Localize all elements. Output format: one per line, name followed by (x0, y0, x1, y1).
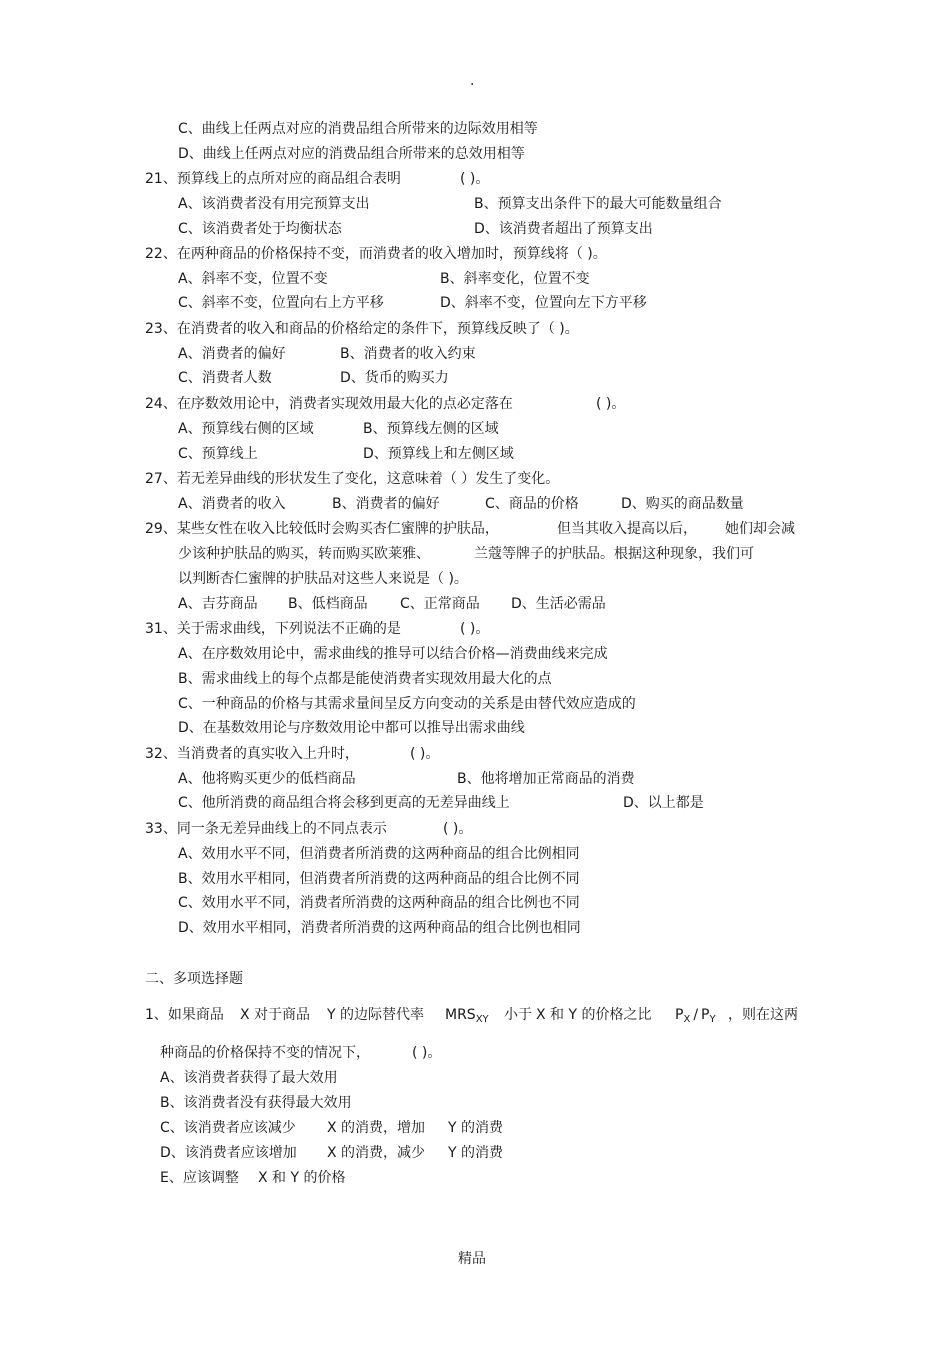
q29-line2-b: 兰蔻等牌子的护肤品。根据这种现象，我们可 (474, 546, 754, 562)
m1-option-c-part-3: Y 的消费 (448, 1120, 504, 1136)
q23-option-c: C、消费者人数 (178, 370, 272, 386)
q29-line2-a: 少该种护肤品的购买，转而购买欧莱雅、 (178, 546, 430, 562)
q22-option-c: C、斜率不变，位置向右上方平移 (178, 295, 384, 311)
q33-option-d: D、效用水平相同，消费者所消费的这两种商品的组合比例也相同 (178, 920, 581, 936)
q29-option-a: A、吉芬商品 (178, 596, 258, 612)
q27-option-b: B、消费者的偏好 (332, 496, 440, 512)
q31-option-a: A、在序数效用论中，需求曲线的推导可以结合价格—消费曲线来完成 (178, 646, 608, 662)
m1-mrs (445, 1006, 489, 1026)
m1-option-e-part-2: X 和 Y 的价格 (258, 1170, 346, 1186)
q23-option-b: B、消费者的收入约束 (340, 346, 476, 362)
m1-option-d-part-3: Y 的消费 (448, 1145, 504, 1161)
m1-option-e-part-1: E、应该调整 (160, 1170, 239, 1186)
m1-py-sub: Y (709, 1014, 716, 1025)
q24-bracket: ( )。 (596, 396, 626, 412)
q33-stem: 33、同一条无差异曲线上的不同点表示 (145, 821, 387, 837)
q31-bracket: ( )。 (460, 621, 490, 637)
q21-option-d: D、该消费者超出了预算支出 (474, 221, 653, 237)
q22-option-a: A、斜率不变，位置不变 (178, 271, 328, 287)
q29-line3: 以判断杏仁蜜牌的护肤品对这些人来说是（ )。 (178, 571, 468, 587)
m1-part-3: Y 的边际替代率 (327, 1007, 425, 1023)
q31-option-d: D、在基数效用论与序数效用论中都可以推导出需求曲线 (178, 720, 525, 736)
q32-option-c: C、他所消费的商品组合将会移到更高的无差异曲线上 (178, 795, 510, 811)
q27-option-c: C、商品的价格 (485, 496, 579, 512)
q21-option-c: C、该消费者处于均衡状态 (178, 221, 342, 237)
q21-option-b: B、预算支出条件下的最大可能数量组合 (474, 196, 722, 212)
q32-option-a: A、他将购买更少的低档商品 (178, 771, 356, 787)
q31-stem: 31、关于需求曲线，下列说法不正确的是 (145, 621, 401, 637)
q21-bracket: ( )。 (460, 171, 490, 187)
m1-mrs-text: MRS (445, 1007, 476, 1023)
m1-price-ratio (675, 1006, 716, 1026)
q32-option-d: D、以上都是 (623, 795, 704, 811)
q23-option-a: A、消费者的偏好 (178, 346, 286, 362)
m1-option-c-part-2: X 的消费，增加 (327, 1120, 426, 1136)
q29-option-d: D、生活必需品 (511, 596, 606, 612)
q24-option-a: A、预算线右侧的区域 (178, 421, 314, 437)
m1-option-b: B、该消费者没有获得最大效用 (160, 1095, 352, 1111)
m1-mrs-sub: XY (475, 1014, 489, 1025)
q27-stem: 27、若无差异曲线的形状发生了变化，这意味着（ ）发生了变化。 (145, 471, 560, 487)
q33-option-c: C、效用水平不同，消费者所消费的这两种商品的组合比例也不同 (178, 895, 580, 911)
q27-option-a: A、消费者的收入 (178, 496, 286, 512)
q23-stem: 23、在消费者的收入和商品的价格给定的条件下，预算线反映了（ )。 (145, 321, 579, 337)
q24-option-b: B、预算线左侧的区域 (363, 421, 499, 437)
q32-bracket: ( )。 (410, 746, 440, 762)
q20-option-d: D、曲线上任两点对应的消费品组合所带来的总效用相等 (178, 146, 525, 162)
q33-option-b: B、效用水平相同，但消费者所消费的这两种商品的组合比例不同 (178, 871, 580, 887)
q22-option-b: B、斜率变化，位置不变 (440, 271, 590, 287)
q27-option-d: D、购买的商品数量 (621, 496, 744, 512)
m1-py: P (701, 1007, 710, 1023)
m1-option-c-part-1: C、该消费者应该减少 (160, 1120, 296, 1136)
m1-part-4: 小于 (504, 1007, 532, 1023)
q32-option-b: B、他将增加正常商品的消费 (457, 771, 635, 787)
m1-px: P (675, 1007, 684, 1023)
section-title: 二、多项选择题 (145, 971, 243, 987)
m1-slash: / (693, 1007, 699, 1023)
header-mark: . (470, 73, 475, 89)
m1-part-5: X 和 Y 的价格之比 (536, 1007, 652, 1023)
q32-stem: 32、当消费者的真实收入上升时， (145, 746, 359, 762)
q24-stem: 24、在序数效用论中，消费者实现效用最大化的点必定落在 (145, 396, 513, 412)
m1-line-2: 种商品的价格保持不变的情况下， (160, 1045, 370, 1061)
footer-label: 精品 (458, 1251, 486, 1267)
q20-option-c: C、曲线上任两点对应的消费品组合所带来的边际效用相等 (178, 121, 538, 137)
q21-stem: 21、预算线上的点所对应的商品组合表明 (145, 171, 401, 187)
m1-part-2: X 对于商品 (240, 1007, 311, 1023)
m1-bracket: ( )。 (412, 1045, 442, 1061)
q22-option-d: D、斜率不变，位置向左下方平移 (440, 295, 647, 311)
q29-option-c: C、正常商品 (400, 596, 480, 612)
m1-option-a: A、该消费者获得了最大效用 (160, 1070, 338, 1086)
q29-line1-c: 她们却会减 (725, 521, 795, 537)
m1-part-6: ，则在这两 (728, 1007, 798, 1023)
m1-option-d-part-2: X 的消费，减少 (327, 1145, 426, 1161)
q33-bracket: ( )。 (443, 821, 473, 837)
q23-option-d: D、货币的购买力 (340, 370, 449, 386)
q31-option-b: B、需求曲线上的每个点都是能使消费者实现效用最大化的点 (178, 671, 552, 687)
q29-line1-a: 29、某些女性在收入比较低时会购买杏仁蜜牌的护肤品， (145, 521, 499, 537)
q33-option-a: A、效用水平不同，但消费者所消费的这两种商品的组合比例相同 (178, 846, 580, 862)
q24-option-d: D、预算线上和左侧区域 (363, 446, 514, 462)
q29-option-b: B、低档商品 (288, 596, 368, 612)
q31-option-c: C、一种商品的价格与其需求量间呈反方向变动的关系是由替代效应造成的 (178, 696, 636, 712)
m1-px-sub: X (683, 1014, 691, 1025)
m1-part-1: 1、如果商品 (145, 1007, 224, 1023)
q21-option-a: A、该消费者没有用完预算支出 (178, 196, 370, 212)
q22-stem: 22、在两种商品的价格保持不变，而消费者的收入增加时，预算线将（ )。 (145, 246, 607, 262)
m1-option-d-part-1: D、该消费者应该增加 (160, 1145, 297, 1161)
q29-line1-b: 但当其收入提高以后， (557, 521, 697, 537)
q24-option-c: C、预算线上 (178, 446, 258, 462)
